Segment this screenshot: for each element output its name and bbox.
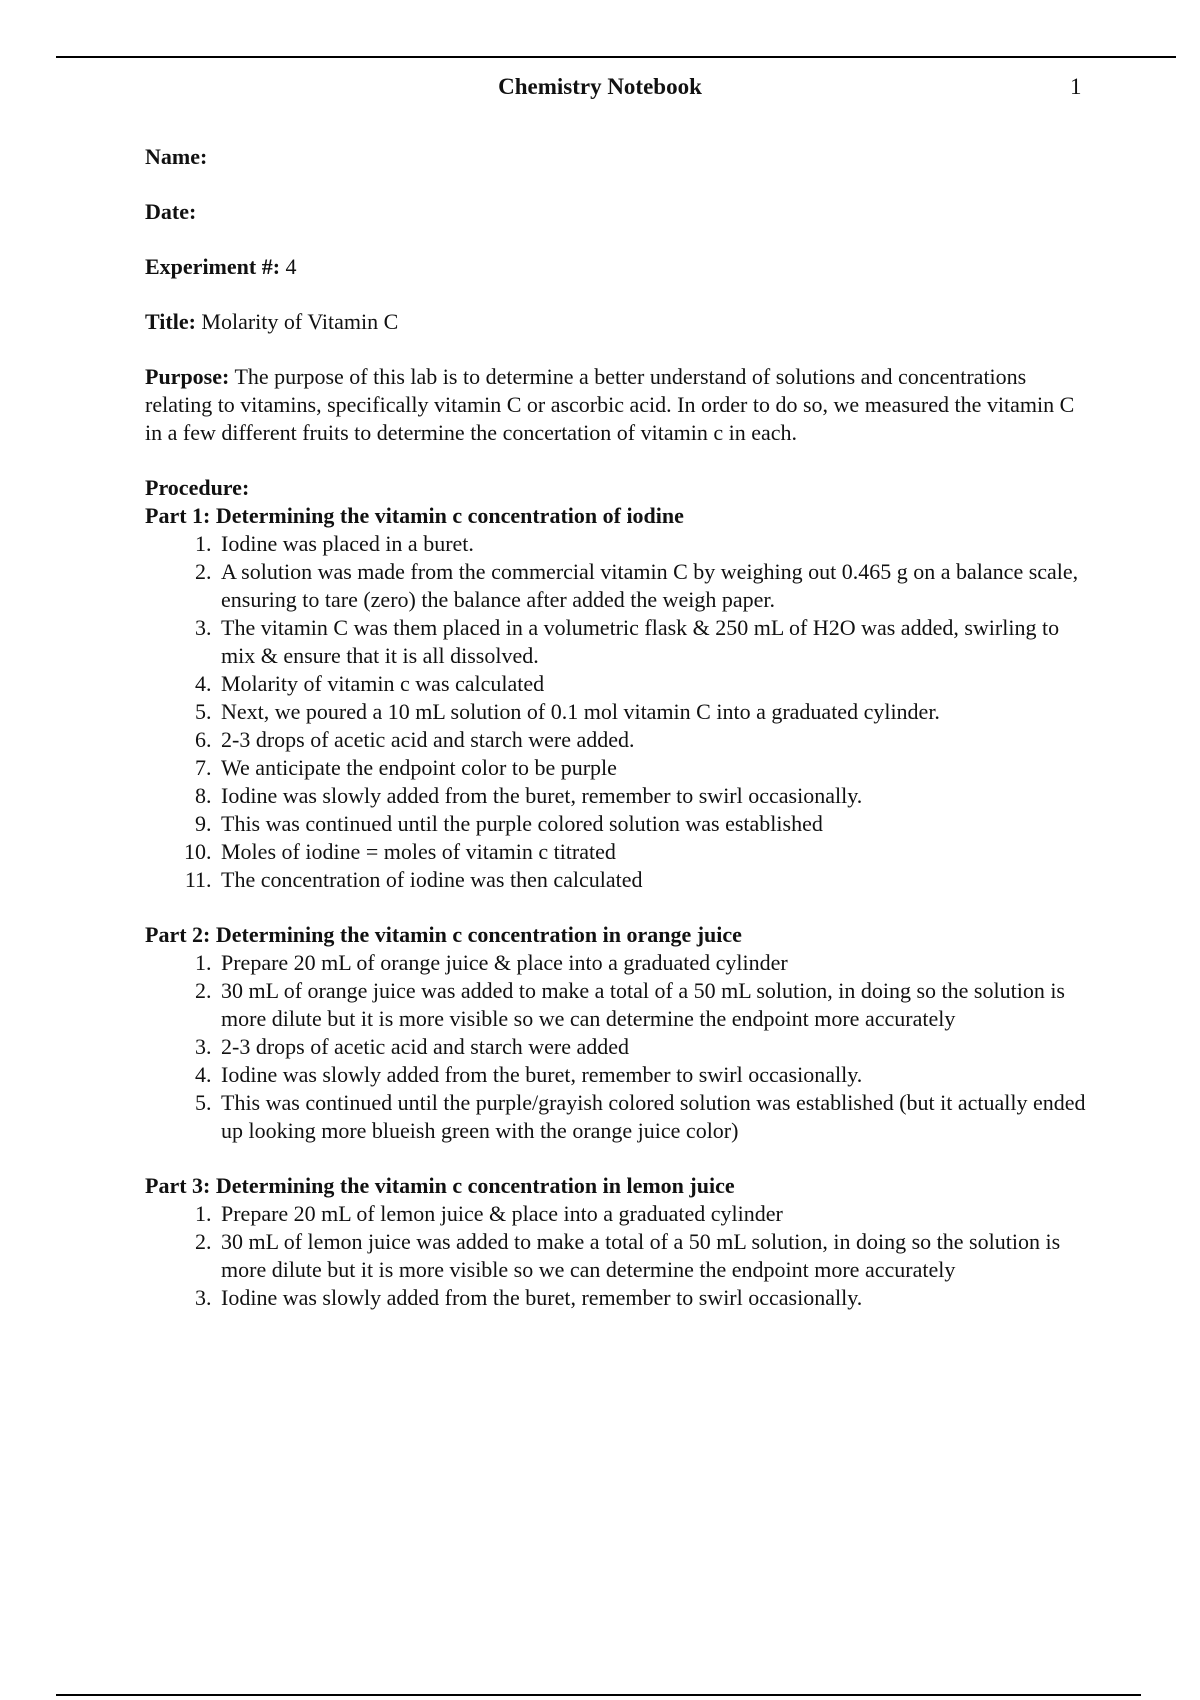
experiment-label: Experiment #:: [145, 254, 281, 279]
part-3-title: Part 3: Determining the vitamin c concentration in lemon juice: [145, 1173, 735, 1198]
title-label: Title:: [145, 309, 196, 334]
top-rule: [56, 56, 1176, 58]
part-3-steps: [145, 1200, 1095, 1312]
list-item: 3. Iodine was slowly added from the buret, remember to swirl occasionally.: [217, 1284, 1095, 1312]
part-2-title: Part 2: Determining the vitamin c concentration in orange juice: [145, 922, 742, 947]
experiment-field: [145, 253, 1095, 281]
list-item: 6. 2-3 drops of acetic acid and starch were added.: [217, 726, 1095, 754]
notebook-content: [145, 143, 1095, 1339]
list-item: 4. Molarity of vitamin c was calculated: [217, 670, 1095, 698]
list-item: 5. This was continued until the purple/grayish colored solution was established (but it actually ended up looking more blueish green with the orange juice color): [217, 1089, 1095, 1145]
list-item: 5. Next, we poured a 10 mL solution of 0.1 mol vitamin C into a graduated cylinder.: [217, 698, 1095, 726]
part-1-title: Part 1: Determining the vitamin c concentration of iodine: [145, 503, 684, 528]
title-field: [145, 308, 1095, 336]
procedure-part-3: [145, 1172, 1095, 1312]
procedure-part-1: [145, 502, 1095, 894]
list-item: 3. The vitamin C was them placed in a volumetric flask & 250 mL of H2O was added, swirling to mix & ensure that it is all dissolved.: [217, 614, 1095, 670]
document-title: Chemistry Notebook: [498, 74, 702, 99]
purpose-text: The purpose of this lab is to determine a better understand of solutions and concentrations relating to vitamins, specifically vitamin C or ascorbic acid. In order to do so, we measured the vitamin C in a few different fruits to determine the concertation of vitamin c in each.: [145, 364, 1075, 445]
list-item: 2. A solution was made from the commercial vitamin C by weighing out 0.465 g on a balance scale, ensuring to tare (zero) the balance after added the weigh paper.: [217, 558, 1095, 614]
page-number: 1: [1070, 74, 1082, 99]
list-item: 8. Iodine was slowly added from the buret, remember to swirl occasionally.: [217, 782, 1095, 810]
part-2-steps: [145, 949, 1095, 1145]
list-item: 1. Iodine was placed in a buret.: [217, 530, 1095, 558]
list-item: 9. This was continued until the purple colored solution was established: [217, 810, 1095, 838]
procedure-heading: Procedure:: [145, 475, 250, 500]
list-item: 1. Prepare 20 mL of lemon juice & place into a graduated cylinder: [217, 1200, 1095, 1228]
list-item: 11. The concentration of iodine was then calculated: [217, 866, 1095, 894]
list-item: 2. 30 mL of lemon juice was added to make a total of a 50 mL solution, in doing so the solution is more dilute but it is more visible so we can determine the endpoint more accurately: [217, 1228, 1095, 1284]
list-item: 10. Moles of iodine = moles of vitamin c titrated: [217, 838, 1095, 866]
name-field: [145, 143, 1095, 171]
title-value: Molarity of Vitamin C: [201, 309, 399, 334]
date-label: Date:: [145, 199, 197, 224]
purpose-section: [145, 363, 1095, 447]
experiment-value: 4: [285, 254, 297, 279]
part-1-steps: [145, 530, 1095, 894]
list-item: 7. We anticipate the endpoint color to be purple: [217, 754, 1095, 782]
list-item: 1. Prepare 20 mL of orange juice & place into a graduated cylinder: [217, 949, 1095, 977]
list-item: 4. Iodine was slowly added from the buret, remember to swirl occasionally.: [217, 1061, 1095, 1089]
procedure-part-2: [145, 921, 1095, 1145]
date-field: [145, 198, 1095, 226]
name-label: Name:: [145, 144, 208, 169]
list-item: 2. 30 mL of orange juice was added to make a total of a 50 mL solution, in doing so the solution is more dilute but it is more visible so we can determine the endpoint more accurately: [217, 977, 1095, 1033]
bottom-rule: [56, 1694, 1141, 1696]
list-item: 3. 2-3 drops of acetic acid and starch were added: [217, 1033, 1095, 1061]
purpose-label: Purpose:: [145, 364, 230, 389]
